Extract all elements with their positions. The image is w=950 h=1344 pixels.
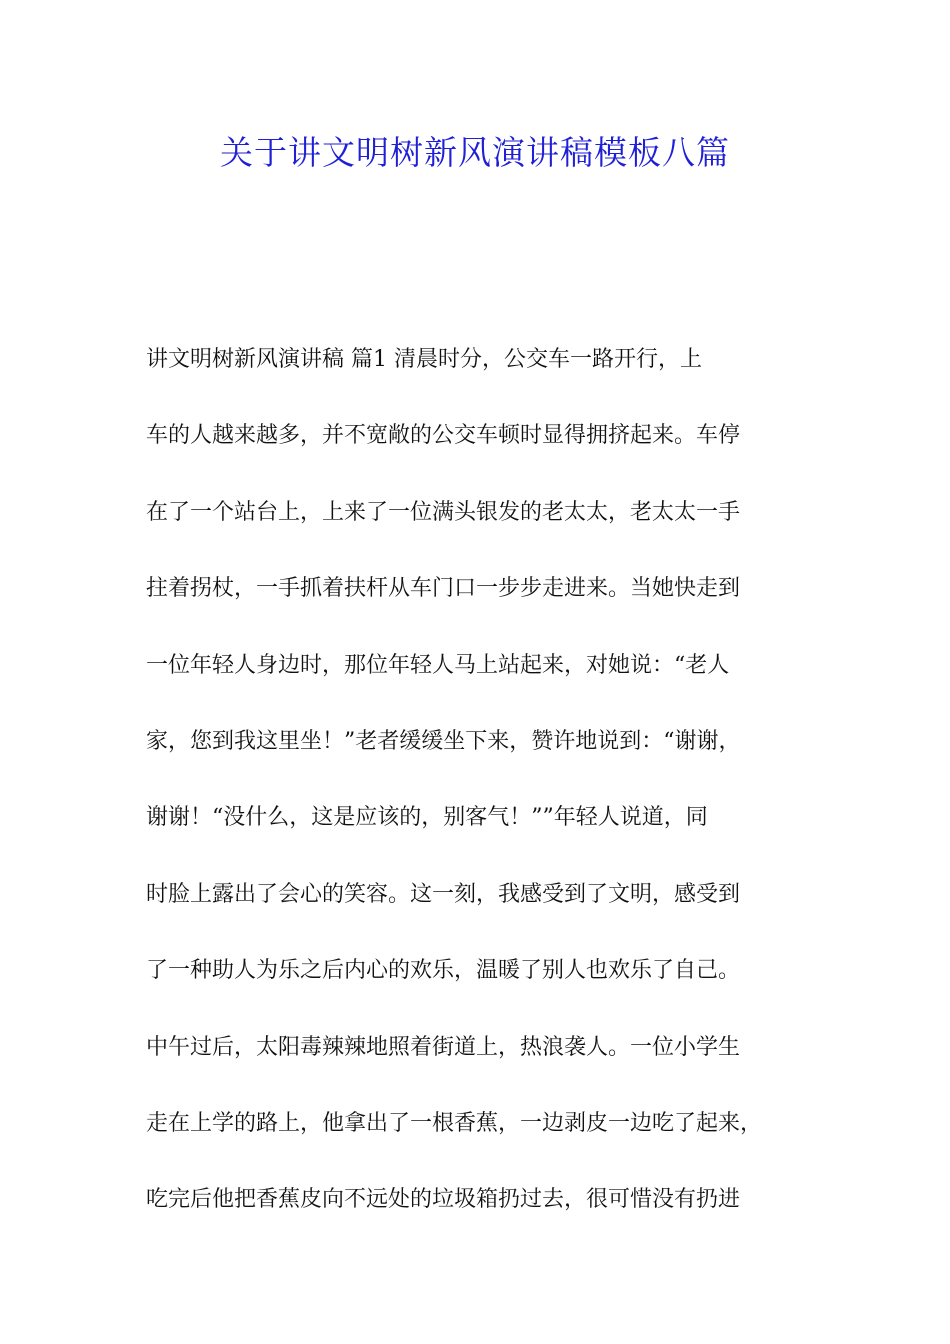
body-line: 家，您到我这里坐！”老者缓缓坐下来，赞许地说到：“谢谢， (146, 728, 741, 754)
body-line: 了一种助人为乐之后内心的欢乐，温暖了别人也欢乐了自己。 (146, 958, 741, 984)
body-line: 讲文明树新风演讲稿 篇1 清晨时分，公交车一路开行，上 (146, 347, 702, 372)
body-line: 拄着拐杖，一手抓着扶杆从车门口一步步走进来。当她快走到 (146, 576, 741, 602)
body-line: 在了一个站台上，上来了一位满头银发的老太太，老太太一手 (146, 499, 741, 525)
body-line: 谢谢！“没什么，这是应该的，别客气！””年轻人说道，同 (146, 805, 708, 831)
body-line: 走在上学的路上，他拿出了一根香蕉，一边剥皮一边吃了起来， (146, 1110, 763, 1136)
body-line: 车的人越来越多，并不宽敞的公交车顿时显得拥挤起来。车停 (146, 423, 741, 449)
body-line: 一位年轻人身边时，那位年轻人马上站起来，对她说：“老人 (146, 652, 730, 678)
document-body (146, 338, 826, 1255)
body-line: 吃完后他把香蕉皮向不远处的垃圾箱扔过去，很可惜没有扔进 (146, 1187, 741, 1213)
body-line: 中午过后，太阳毒辣辣地照着街道上，热浪袭人。一位小学生 (146, 1034, 741, 1060)
body-line: 时脸上露出了会心的笑容。这一刻，我感受到了文明，感受到 (146, 881, 741, 907)
document-title: 关于讲文明树新风演讲稿模板八篇 (220, 133, 730, 172)
